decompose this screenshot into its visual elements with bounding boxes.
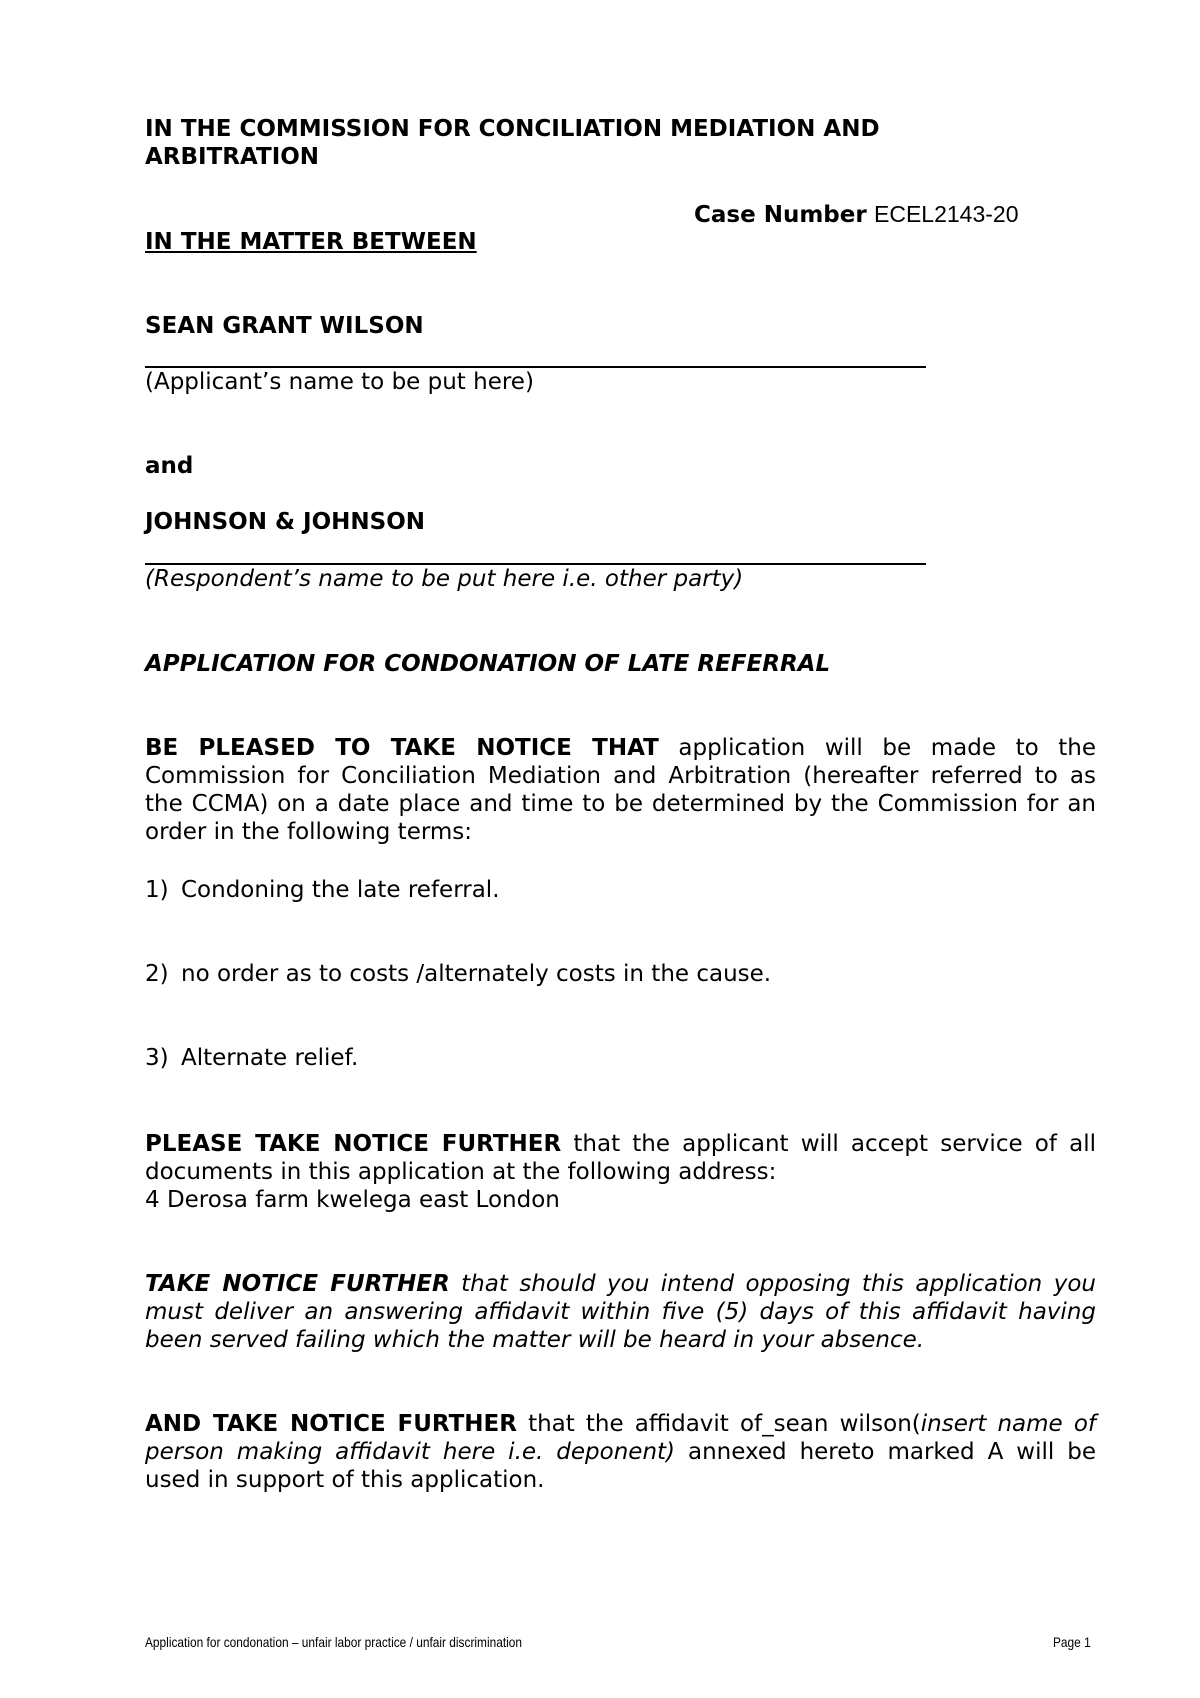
- notice-lead: BE PLEASED TO TAKE NOTICE THAT: [145, 735, 659, 761]
- order-item: [145, 1044, 358, 1072]
- order-text: no order as to costs /alternately costs in the cause.: [181, 961, 772, 987]
- order-item: [145, 960, 771, 988]
- applicant-name: SEAN GRANT WILSON: [145, 313, 424, 339]
- opposing-paragraph: [145, 1270, 1096, 1354]
- affidavit-body-start: that the affidavit of_sean wilson(: [516, 1411, 921, 1437]
- opposing-lead: TAKE NOTICE FURTHER: [145, 1271, 450, 1297]
- notice-body: application will be made to the Commission for Conciliation Mediation and Arbitration (hereafter referred to as the CCMA) on a date place and time to be determined by the Commission for an order in the following terms:: [145, 735, 1096, 845]
- page-number: Page 1: [1053, 1634, 1091, 1650]
- service-body: that the applicant will accept service of all documents in this application at the following address:: [145, 1131, 1096, 1185]
- order-marker: 3): [145, 1045, 169, 1071]
- and-label: and: [145, 453, 194, 479]
- affidavit-paragraph: [145, 1410, 1096, 1494]
- respondent-hint: (Respondent’s name to be put here i.e. other party): [145, 566, 744, 592]
- affidavit-deponent-hint: insert name of person making affidavit here i.e. deponent): [145, 1411, 1096, 1465]
- matter-between-heading: IN THE MATTER BETWEEN: [145, 229, 477, 255]
- order-item: [145, 876, 500, 904]
- applicant-hint: (Applicant’s name to be put here): [145, 369, 534, 395]
- order-marker: 1): [145, 877, 169, 903]
- court-title: IN THE COMMISSION FOR CONCILIATION MEDIATION AND ARBITRATION: [145, 116, 880, 170]
- case-number-line: [694, 200, 1019, 229]
- affidavit-body-end: annexed hereto marked A will be used in support of this application.: [145, 1439, 1096, 1493]
- notice-paragraph: [145, 734, 1096, 846]
- affidavit-lead: AND TAKE NOTICE FURTHER: [145, 1411, 517, 1437]
- application-title: APPLICATION FOR CONDONATION OF LATE REFERRAL: [145, 651, 831, 677]
- footer-title: Application for condonation – unfair labor practice / unfair discrimination: [145, 1634, 523, 1650]
- order-text: Condoning the late referral.: [181, 877, 500, 903]
- order-text: Alternate relief.: [181, 1045, 359, 1071]
- service-address: 4 Derosa farm kwelega east London: [145, 1187, 560, 1213]
- case-number-label: Case Number: [694, 202, 867, 228]
- respondent-name: JOHNSON & JOHNSON: [145, 509, 426, 535]
- order-marker: 2): [145, 961, 169, 987]
- service-lead: PLEASE TAKE NOTICE FURTHER: [145, 1131, 562, 1157]
- service-paragraph: [145, 1130, 1096, 1186]
- case-number-value: ECEL2143-20: [874, 201, 1019, 227]
- opposing-body: that should you intend opposing this application you must deliver an answering affidavit within five (5) days of this affidavit having been served failing which the matter will be heard in your absence.: [145, 1271, 1096, 1353]
